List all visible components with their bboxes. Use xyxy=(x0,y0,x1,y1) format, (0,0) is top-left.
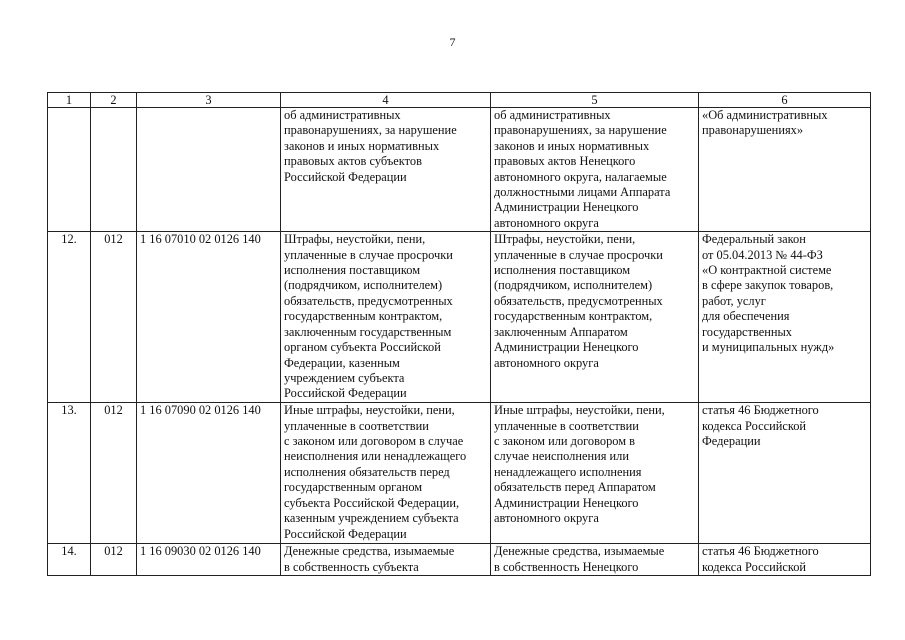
text-line: (подрядчиком, исполнителем) xyxy=(284,278,443,293)
text-line: (подрядчиком, исполнителем) xyxy=(494,278,653,293)
text-line: Штрафы, неустойки, пени, xyxy=(284,232,426,247)
text-line: правонарушениях, за нарушение xyxy=(494,123,667,138)
revenue-name-cell xyxy=(281,108,491,232)
text-line: в сфере закупок товаров, xyxy=(702,278,834,293)
local-revenue-name-cell xyxy=(491,403,699,544)
revenue-name-cell xyxy=(281,544,491,576)
budget-code-cell: 1 16 07010 02 0126 140 xyxy=(137,232,281,403)
column-number: 2 xyxy=(91,93,137,108)
text-line: обязательств, предусмотренных xyxy=(284,293,453,308)
text-line: «Об административных xyxy=(702,108,828,122)
text-line: уплаченные в случае просрочки xyxy=(494,247,663,262)
text-line: правовых актов субъектов xyxy=(284,154,422,169)
text-line: государственным органом xyxy=(284,480,423,495)
text-line: и муниципальных нужд» xyxy=(702,340,835,355)
text-line: исполнения обязательств перед xyxy=(284,464,450,479)
text-line: Российской Федерации xyxy=(284,386,407,401)
text-line: Иные штрафы, неустойки, пени, xyxy=(284,403,455,418)
text-line: Федеральный закон xyxy=(702,232,806,247)
text-line: государственных xyxy=(702,324,793,339)
text-line: правонарушениях» xyxy=(702,123,804,138)
text-line: статья 46 Бюджетного xyxy=(702,544,819,559)
text-line: обязательств, предусмотренных xyxy=(494,293,663,308)
text-line: субъекта Российской Федерации, xyxy=(284,495,460,510)
row-number-cell: 12. xyxy=(48,232,91,403)
text-line: неисполнения или ненадлежащего xyxy=(284,449,467,464)
text-line: статья 46 Бюджетного xyxy=(702,403,819,418)
column-number: 4 xyxy=(281,93,491,108)
text-line: исполнения поставщиком xyxy=(284,263,421,278)
admin-code-cell: 012 xyxy=(91,544,137,576)
column-number: 5 xyxy=(491,93,699,108)
text-line: органом субъекта Российской xyxy=(284,340,441,355)
text-line: казенным учреждением субъекта xyxy=(284,511,459,526)
text-line: законов и иных нормативных xyxy=(494,138,650,153)
text-line: автономного округа xyxy=(494,355,599,370)
text-line: уплаченные в соответствии xyxy=(494,418,639,433)
text-line: государственным контрактом, xyxy=(494,309,653,324)
text-line: государственным контрактом, xyxy=(284,309,443,324)
text-line: заключенным государственным xyxy=(284,324,452,339)
admin-code-cell: 012 xyxy=(91,403,137,544)
legal-basis-cell xyxy=(699,403,871,544)
text-line: законов и иных нормативных xyxy=(284,138,440,153)
budget-code-cell: 1 16 09030 02 0126 140 xyxy=(137,544,281,576)
text-line: уплаченные в соответствии xyxy=(284,418,429,433)
text-line: об административных xyxy=(494,108,611,122)
text-line: автономного округа xyxy=(494,511,599,526)
text-line: уплаченные в случае просрочки xyxy=(284,247,453,262)
table-row-14 xyxy=(48,544,871,576)
text-line: кодекса Российской xyxy=(702,559,807,574)
text-line: «О контрактной системе xyxy=(702,263,832,278)
text-line: от 05.04.2013 № 44-ФЗ xyxy=(702,247,823,262)
local-revenue-name-cell xyxy=(491,544,699,576)
text-line: в собственность Ненецкого xyxy=(494,559,639,574)
column-number: 3 xyxy=(137,93,281,108)
text-line: Денежные средства, изымаемые xyxy=(284,544,455,559)
text-line: Российской Федерации xyxy=(284,169,407,184)
text-line: ненадлежащего исполнения xyxy=(494,464,642,479)
budget-code-cell: 1 16 07090 02 0126 140 xyxy=(137,403,281,544)
row-number-cell: 13. xyxy=(48,403,91,544)
table-row-13 xyxy=(48,403,871,544)
text-line: работ, услуг xyxy=(702,293,766,308)
text-line: случае неисполнения или xyxy=(494,449,629,464)
revenue-name-cell xyxy=(281,403,491,544)
text-line: должностными лицами Аппарата xyxy=(494,185,671,200)
table-row-12 xyxy=(48,232,871,403)
row-number-cell: 14. xyxy=(48,544,91,576)
column-number-row xyxy=(48,93,871,108)
text-line: автономного округа xyxy=(494,215,599,230)
text-line: в собственность субъекта xyxy=(284,559,419,574)
table-row-continuation xyxy=(48,108,871,232)
text-line: кодекса Российской xyxy=(702,418,807,433)
legal-basis-cell xyxy=(699,232,871,403)
column-number: 6 xyxy=(699,93,871,108)
revenue-codes-table xyxy=(47,92,871,576)
text-line: автономного округа, налагаемые xyxy=(494,169,667,184)
text-line: Администрации Ненецкого xyxy=(494,340,639,355)
text-line: правонарушениях, за нарушение xyxy=(284,123,457,138)
text-line: Штрафы, неустойки, пени, xyxy=(494,232,636,247)
text-line: правовых актов Ненецкого xyxy=(494,154,636,169)
page-number: 7 xyxy=(449,35,456,49)
legal-basis-cell xyxy=(699,544,871,576)
text-line: учреждением субъекта xyxy=(284,370,405,385)
text-line: Иные штрафы, неустойки, пени, xyxy=(494,403,665,418)
text-line: заключенным Аппаратом xyxy=(494,324,628,339)
text-line: Федерации xyxy=(702,434,761,449)
text-line: об административных xyxy=(284,108,401,122)
text-line: с законом или договором в случае xyxy=(284,434,464,449)
revenue-name-cell xyxy=(281,232,491,403)
text-line: обязательств перед Аппаратом xyxy=(494,480,656,495)
text-line: Администрации Ненецкого xyxy=(494,495,639,510)
column-number: 1 xyxy=(48,93,91,108)
text-line: Федерации, казенным xyxy=(284,355,400,370)
admin-code-cell: 012 xyxy=(91,232,137,403)
legal-basis-cell xyxy=(699,108,871,232)
local-revenue-name-cell xyxy=(491,232,699,403)
local-revenue-name-cell xyxy=(491,108,699,232)
text-line: исполнения поставщиком xyxy=(494,263,631,278)
text-line: с законом или договором в xyxy=(494,434,636,449)
text-line: Российской Федерации xyxy=(284,526,407,541)
budget-code-cell xyxy=(137,108,281,232)
text-line: Администрации Ненецкого xyxy=(494,200,639,215)
row-number-cell xyxy=(48,108,91,232)
admin-code-cell xyxy=(91,108,137,232)
text-line: для обеспечения xyxy=(702,309,790,324)
text-line: Денежные средства, изымаемые xyxy=(494,544,665,559)
